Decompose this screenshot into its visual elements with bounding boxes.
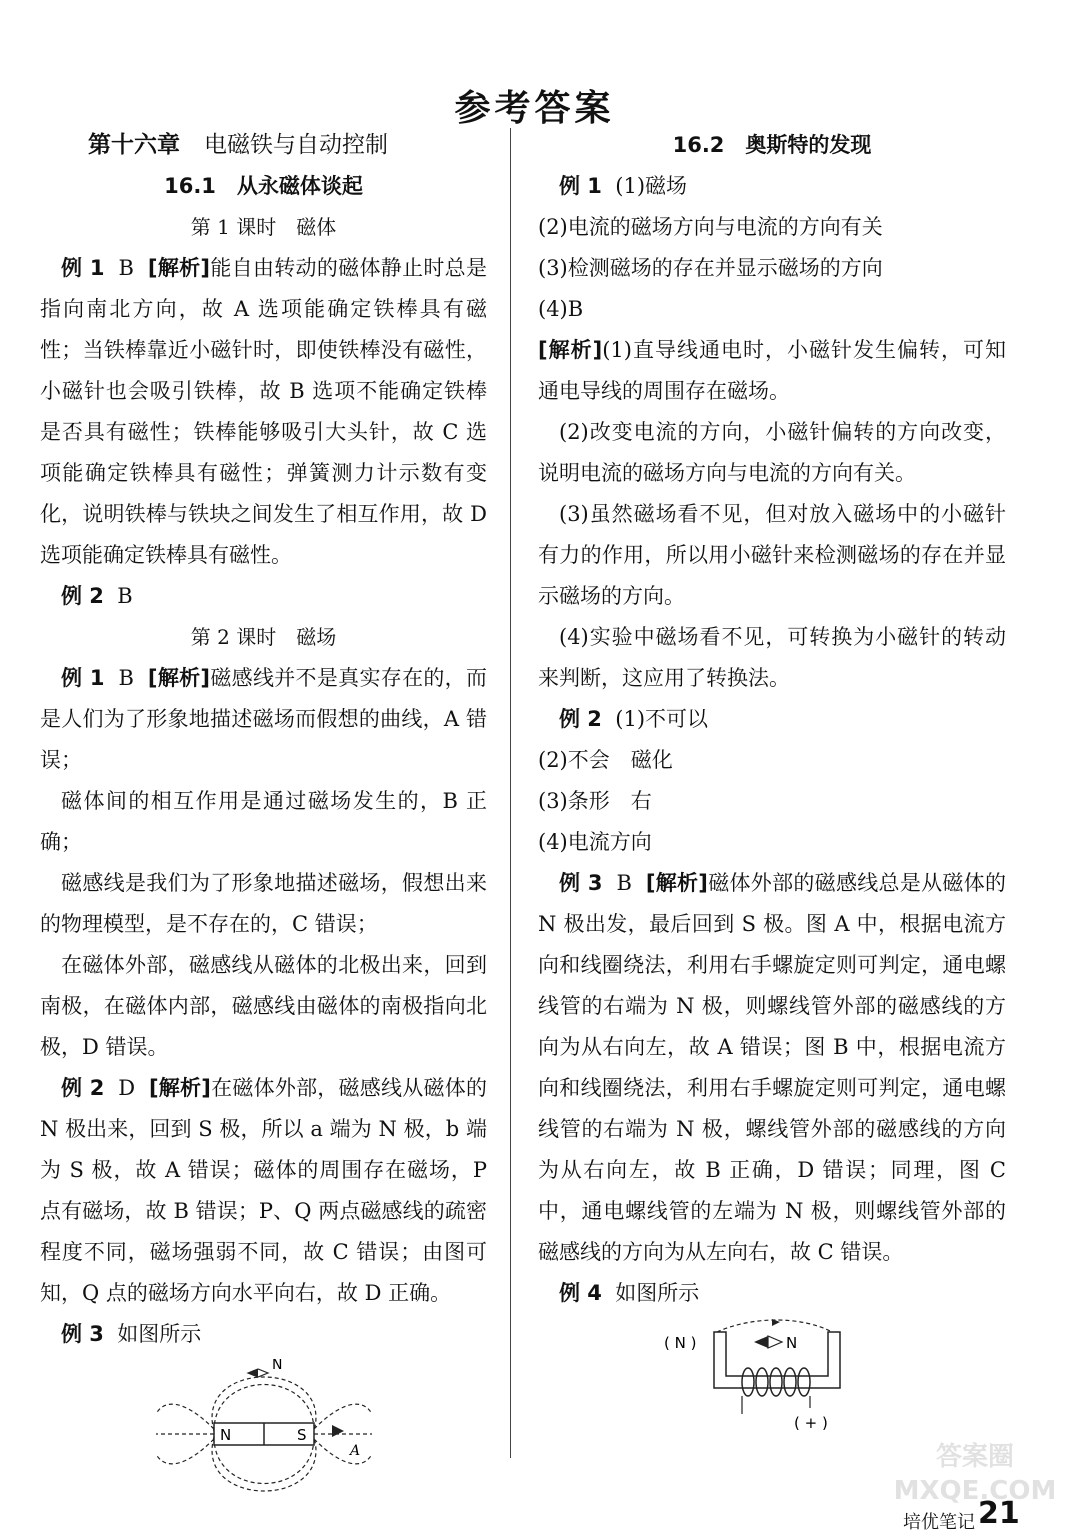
lesson1-example1 — [40, 248, 487, 576]
lesson-1-heading: 第 1 课时 磁体 — [190, 215, 337, 239]
answer-line: (1)磁场 — [615, 174, 688, 198]
example-text: 如图所示 — [615, 1281, 700, 1305]
compass-n-label: N — [271, 1359, 282, 1373]
bar-magnet-field-figure — [154, 1359, 374, 1509]
chapter-heading — [88, 125, 487, 166]
compass-needle-icon — [754, 1336, 768, 1348]
lesson2-example2 — [40, 1068, 487, 1314]
example-label: 例 1 — [61, 666, 105, 690]
example-answer: B — [117, 584, 133, 608]
answer-line: (4)电流方向 — [538, 830, 652, 854]
magnet-s-pole: S — [296, 1426, 307, 1444]
example-label: 例 3 — [559, 871, 603, 895]
answer-line: (2)不会 磁化 — [538, 748, 673, 772]
terminal-label: ( + ) — [794, 1414, 828, 1432]
lesson2-example1 — [40, 658, 487, 781]
analysis-paragraph: 在磁体外部，磁感线从磁体的北极出来，回到南极，在磁体内部，磁感线由磁体的南极指向北极，D 错误。 — [40, 953, 487, 1059]
footer-label: 培优笔记 — [903, 1512, 975, 1533]
example-answer: B — [118, 256, 134, 280]
example-label: 例 3 — [61, 1322, 104, 1346]
analysis-tag: [解析] — [645, 871, 708, 895]
example-label: 例 4 — [559, 1281, 602, 1305]
analysis-paragraph: 磁体间的相互作用是通过磁场发生的，B 正确； — [40, 789, 487, 854]
example1-answer-1 — [538, 166, 1006, 207]
section-16-2-heading: 16.2 奥斯特的发现 — [672, 133, 872, 157]
example4 — [538, 1273, 1006, 1314]
example-label: 例 2 — [559, 707, 602, 731]
left-column — [40, 125, 487, 1509]
analysis-text: (1)直导线通电时，小磁针发生偏转，可知通电导线的周围存在磁场。 — [538, 338, 1006, 403]
analysis-tag: [解析] — [538, 338, 603, 362]
example-analysis: 在磁体外部，磁感线从磁体的 N 极出来，回到 S 极，所以 a 端为 N 极，b 端为 S 极，故 A 错误；磁体的周围存在磁场，P 点有磁场，故 B 错误；P、Q 两点磁感线的疏密程度不同，磁场强弱不同，故 C 错误；由图可知，Q 点的磁场方向水平向右，故 D 正确。 — [40, 1076, 487, 1305]
point-a-arrow-icon — [332, 1425, 344, 1437]
pole-label: ( N ) — [664, 1334, 697, 1352]
answer-line: (3)检测磁场的存在并显示磁场的方向 — [538, 256, 883, 280]
answer-line: (3)条形 右 — [538, 789, 652, 813]
example-label: 例 1 — [61, 256, 105, 280]
example-answer: D — [118, 1076, 136, 1100]
lesson2-example3 — [40, 1314, 487, 1355]
example-analysis: 磁感线并不是真实存在的，而是人们为了形象地描述磁场而假想的曲线，A 错误； — [40, 666, 487, 772]
page-number: 21 — [978, 1496, 1020, 1531]
analysis-tag: [解析] — [147, 256, 211, 280]
analysis-paragraph: (4)实验中磁场看不见，可转换为小磁针的转动来判断，这应用了转换法。 — [538, 625, 1006, 690]
example-analysis: 能自由转动的磁体静止时总是指向南北方向，故 A 选项能确定铁棒具有磁性；当铁棒靠近小磁针时，即使铁棒没有磁性，小磁针也会吸引铁棒，故 B 选项不能确定铁棒是否具有磁性；铁棒能够吸引大头针，故 C 选项能确定铁棒具有磁性；弹簧测力计示数有变化，说明铁棒与铁块之间发生了相互作用，故 D 选项能确定铁棒具有磁性。 — [40, 256, 487, 567]
analysis-paragraph: (3)虽然磁场看不见，但对放入磁场中的小磁针有力的作用，所以用小磁针来检测磁场的存在并显示磁场的方向。 — [538, 502, 1006, 608]
page-title: 参考答案 — [454, 88, 615, 129]
needle-n-label: N — [786, 1334, 798, 1352]
analysis-tag: [解析] — [148, 1076, 211, 1100]
answer-line: (4)B — [538, 297, 584, 321]
right-column — [538, 125, 1006, 1433]
u-shaped-electromagnet-figure — [662, 1318, 882, 1433]
chapter-name: 电磁铁与自动控制 — [204, 132, 388, 158]
example-answer: B — [118, 666, 134, 690]
lesson1-example2 — [40, 576, 487, 617]
example-label: 例 2 — [61, 584, 104, 608]
magnet-n-pole: N — [219, 1426, 231, 1444]
example-label: 例 1 — [559, 174, 602, 198]
column-divider — [510, 128, 511, 1458]
point-a-label: A — [349, 1443, 360, 1459]
analysis-paragraph: (2)改变电流的方向，小磁针偏转的方向改变，说明电流的磁场方向与电流的方向有关。 — [538, 420, 1006, 485]
section-16-1-heading: 16.1 从永磁体谈起 — [164, 174, 363, 198]
analysis-tag: [解析] — [147, 666, 211, 690]
example-label: 例 2 — [61, 1076, 105, 1100]
example-text: 如图所示 — [117, 1322, 202, 1346]
example-answer: B — [616, 871, 632, 895]
answer-line: (2)电流的磁场方向与电流的方向有关 — [538, 215, 883, 239]
lesson-2-heading: 第 2 课时 磁场 — [190, 625, 337, 649]
chapter-number: 第十六章 — [88, 132, 180, 158]
example2-answer-1 — [538, 699, 1006, 740]
analysis-paragraph: 磁感线是我们为了形象地描述磁场，假想出来的物理模型，是不存在的，C 错误； — [40, 871, 487, 936]
answer-line: (1)不可以 — [615, 707, 709, 731]
example3 — [538, 863, 1006, 1273]
watermark: 答案圈 MXQE.COM — [893, 1442, 1057, 1506]
analysis-paragraph — [538, 330, 1006, 412]
example-analysis: 磁体外部的磁感线总是从磁体的 N 极出发，最后回到 S 极。图 A 中，根据电流方向和线圈绕法，利用右手螺旋定则可判定，通电螺线管的右端为 N 极，则螺线管外部的磁感线的方向为从右向左，故 A 错误；图 B 中，根据电流方向和线圈绕法，利用右手螺旋定则可判定，通电螺线管的右端为 N 极，螺线管外部的磁感线的方向为从右向左，故 B 正确，D 错误；同理，图 C 中，通电螺线管的左端为 N 极，则螺线管外部的磁感线的方向为从左向右，故 C 错误。 — [538, 871, 1006, 1264]
